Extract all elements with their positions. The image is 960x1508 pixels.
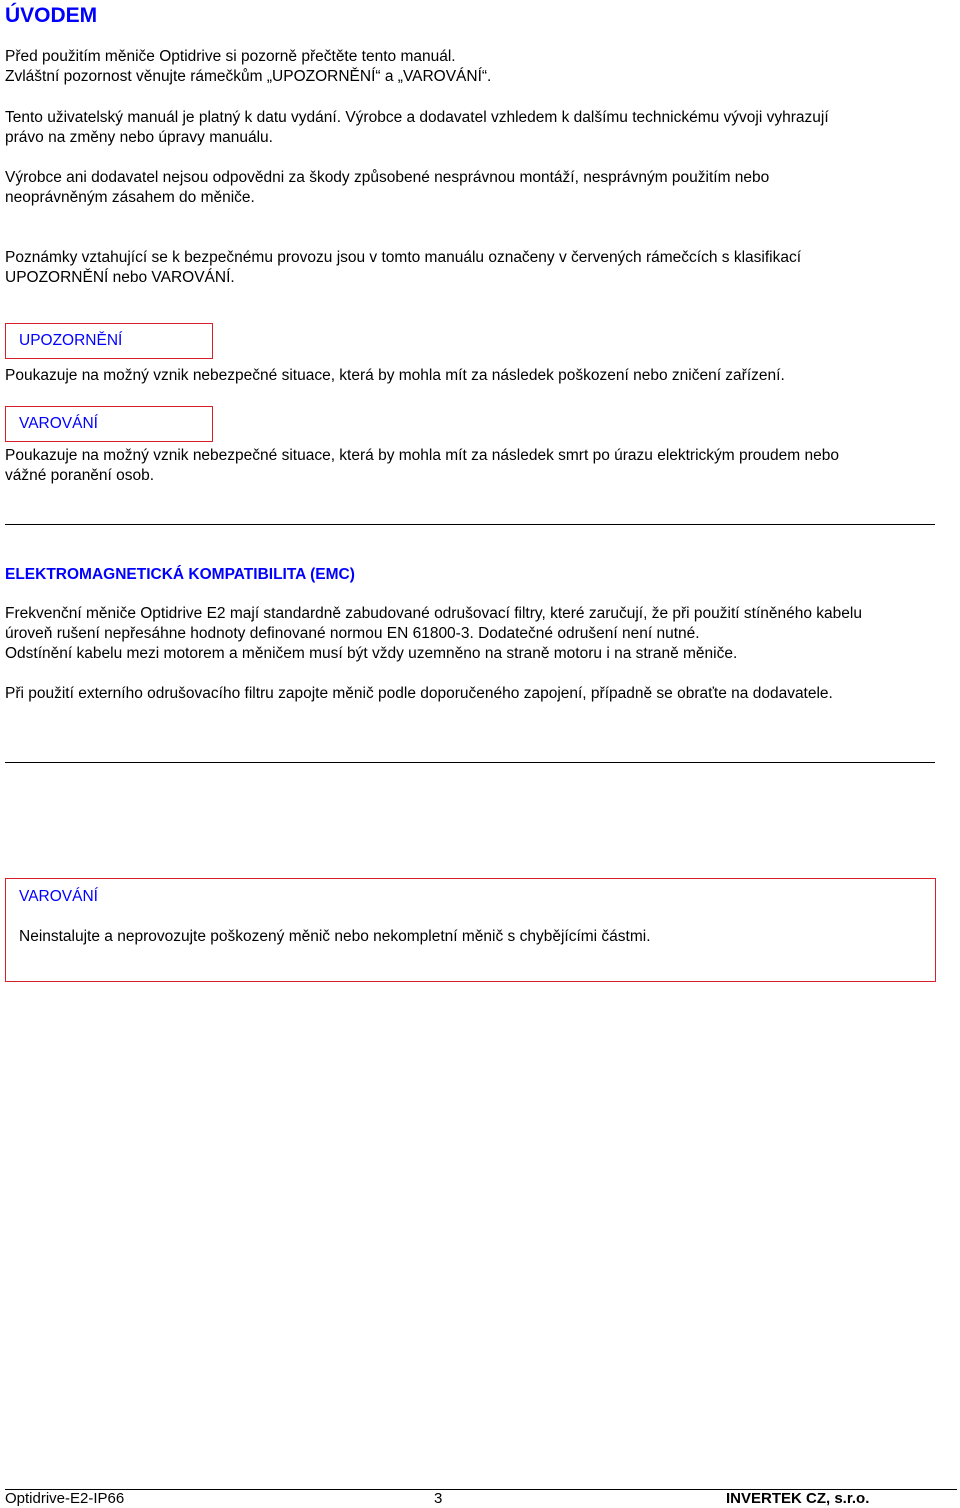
caution-description: Poukazuje na možný vznik nebezpečné situace, která by mohla mít za následek poškození nebo zničení zařízení.: [5, 367, 785, 384]
emc-paragraph-2: Při použití externího odrušovacího filtru zapojte měnič podle doporučeného zapojení, případně se obraťte na dodavatele.: [5, 685, 833, 702]
section-divider-2: [5, 762, 935, 763]
emc-title: ELEKTROMAGNETICKÁ KOMPATIBILITA (EMC): [5, 566, 355, 583]
warning-description-line-1: Poukazuje na možný vznik nebezpečné situace, která by mohla mít za následek smrt po úrazu elektrickým proudem nebo: [5, 447, 839, 464]
intro-paragraph-3: [5, 168, 769, 208]
emc-paragraph-1: [5, 604, 862, 664]
intro-p1-line-1: Před použitím měniče Optidrive si pozorně přečtěte tento manuál.: [5, 48, 456, 65]
warning-description: [5, 446, 839, 486]
section-divider: [5, 524, 935, 525]
warning-description-line-2: vážné poranění osob.: [5, 467, 155, 484]
footer-company: INVERTEK CZ, s.r.o.: [726, 1490, 870, 1507]
intro-p2-line-2: právo na změny nebo úpravy manuálu.: [5, 129, 273, 146]
intro-paragraph-2: [5, 108, 829, 148]
emc-p1-line-3: Odstínění kabelu mezi motorem a měničem musí být vždy uzemněno na straně motoru i na straně měniče.: [5, 645, 738, 662]
intro-p4-line-2: UPOZORNĚNÍ nebo VAROVÁNÍ.: [5, 269, 235, 286]
intro-paragraph-1: [5, 47, 491, 87]
intro-paragraph-4: [5, 248, 801, 288]
warning-box: [5, 878, 936, 982]
warning-box-text: Neinstalujte a neprovozujte poškozený měnič nebo nekompletní měnič s chybějícími částmi.: [19, 928, 651, 945]
emc-p1-line-2: úroveň rušení nepřesáhne hodnoty definované normou EN 61800-3. Dodatečné odrušení není nutné.: [5, 625, 700, 642]
page-title: ÚVODEM: [5, 4, 98, 27]
intro-p3-line-2: neoprávněným zásahem do měniče.: [5, 189, 255, 206]
warning-label-box: [5, 406, 213, 442]
footer-document-name: Optidrive-E2-IP66: [5, 1490, 125, 1507]
warning-label: VAROVÁNÍ: [19, 415, 98, 432]
intro-p1-line-2: Zvláštní pozornost věnujte rámečkům „UPOZORNĚNÍ“ a „VAROVÁNÍ“.: [5, 68, 492, 85]
caution-label: UPOZORNĚNÍ: [19, 332, 123, 349]
caution-label-box: [5, 323, 213, 359]
intro-p3-line-1: Výrobce ani dodavatel nejsou odpovědni za škody způsobené nesprávnou montáží, nesprávným použitím nebo: [5, 169, 770, 186]
footer-page-number: 3: [434, 1490, 443, 1507]
intro-p4-line-1: Poznámky vztahující se k bezpečnému provozu jsou v tomto manuálu označeny v červených rámečcích s klasifikací: [5, 249, 802, 266]
warning-box-label: VAROVÁNÍ: [19, 888, 98, 905]
intro-p2-line-1: Tento uživatelský manuál je platný k datu vydání. Výrobce a dodavatel vzhledem k dalšímu technickému vývoji vyhrazují: [5, 109, 829, 126]
emc-p1-line-1: Frekvenční měniče Optidrive E2 mají standardně zabudované odrušovací filtry, které zaručují, že při použití stíněného kabelu: [5, 605, 862, 622]
